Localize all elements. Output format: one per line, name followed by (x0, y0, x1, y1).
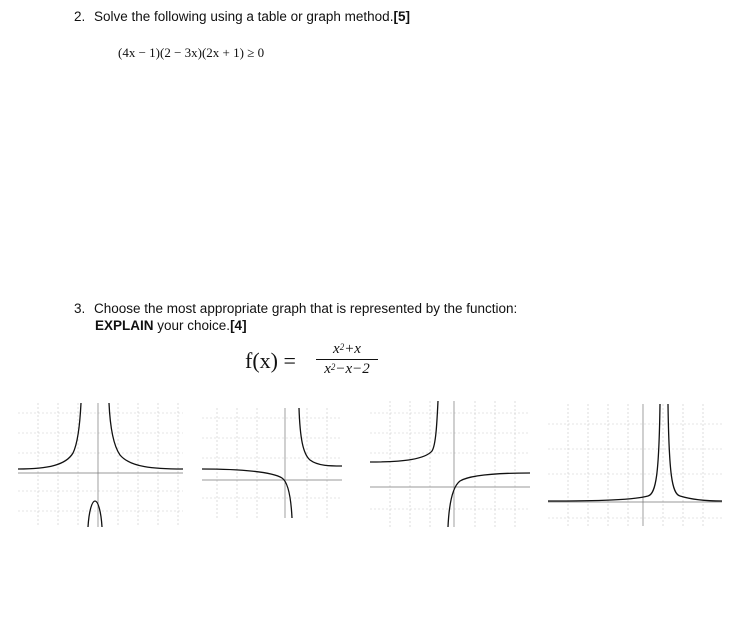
explain-keyword: EXPLAIN (95, 318, 154, 333)
function-numerator: $x^2+x$ (333, 341, 361, 357)
graph-option-c[interactable] (370, 401, 530, 527)
question-2-text: Solve the following using a table or graph method. (94, 9, 394, 24)
graph-option-d[interactable] (548, 404, 722, 526)
question-3-text: Choose the most appropriate graph that is represented by the function: (94, 301, 518, 316)
function-denominator: $x^2-x-2$ (324, 361, 370, 377)
question-2-marks: [5] (393, 9, 410, 24)
graph-d-svg (548, 404, 722, 526)
question-2-number: 2. (74, 9, 86, 24)
explain-rest: your choice. (153, 318, 231, 333)
function-fraction (316, 341, 378, 378)
fraction-bar (316, 359, 378, 360)
graph-b-svg (202, 408, 342, 518)
question-3-number: 3. (74, 301, 86, 316)
question-3-marks: [4] (230, 318, 247, 333)
question-3 (74, 301, 517, 316)
question-3-explain (95, 318, 247, 333)
function-lhs: f(x) = (245, 348, 296, 373)
graph-a-svg (18, 403, 183, 527)
graph-option-a[interactable] (18, 403, 183, 527)
graph-option-b[interactable] (202, 408, 342, 518)
question-2-equation: (4x − 1)(2 − 3x)(2x + 1) ≥ 0 (118, 45, 265, 60)
graph-c-svg (370, 401, 530, 527)
question-2 (74, 9, 410, 24)
